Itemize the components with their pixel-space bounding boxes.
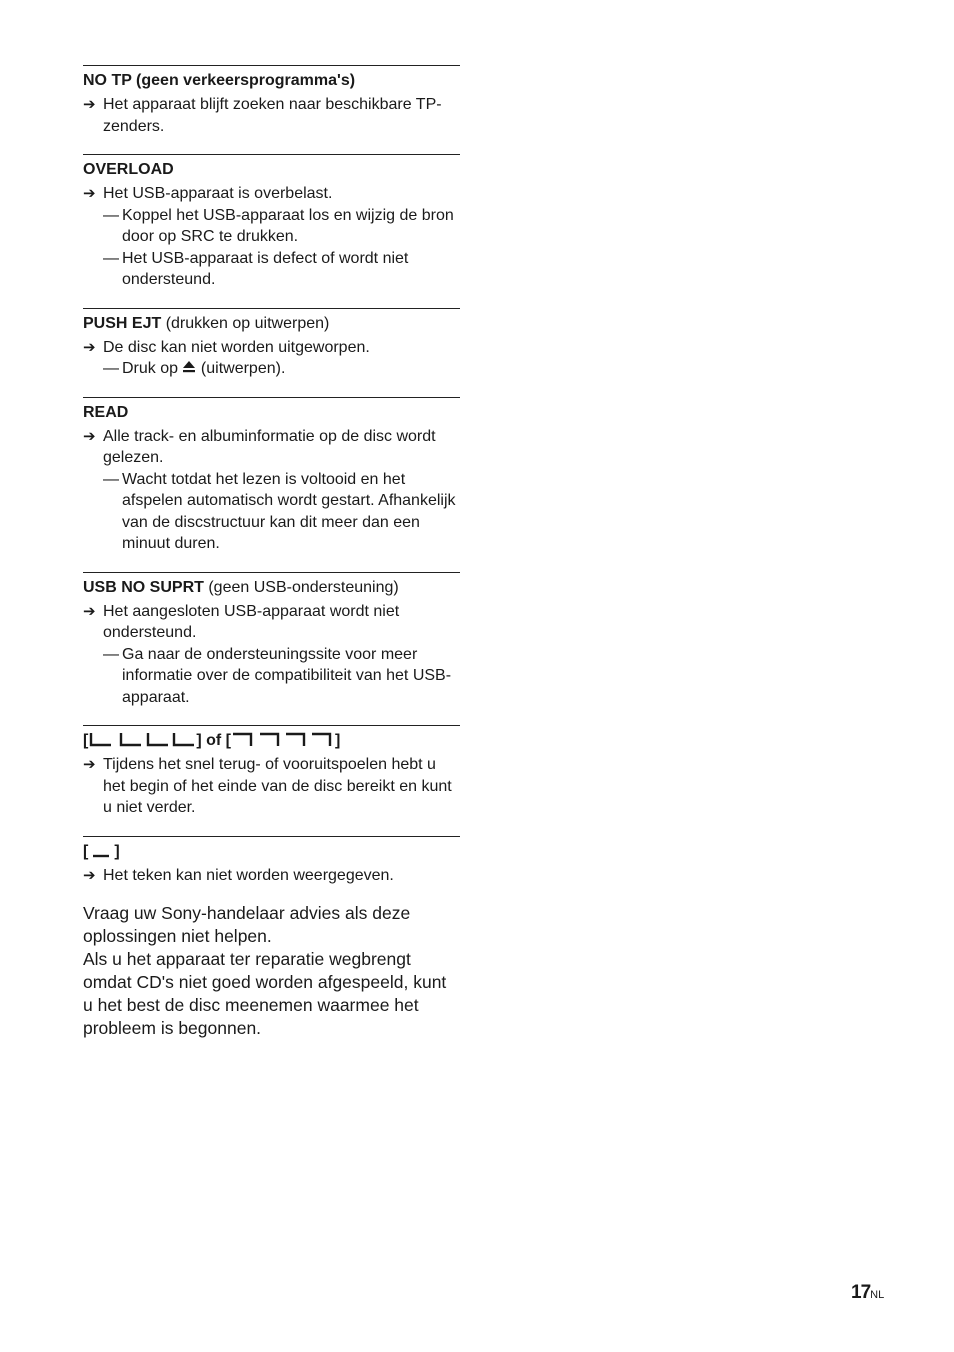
remedy-line — [83, 205, 460, 248]
remedy-text: Ga naar de ondersteuningssite voor meer informatie over de compatibiliteit van het USB-apparaat. — [122, 645, 452, 706]
remedy-line — [83, 469, 460, 555]
message-code: READ — [83, 403, 129, 421]
closing-advice — [83, 902, 460, 1040]
cause-line — [83, 426, 460, 469]
arrow-icon: ➔ — [83, 185, 96, 202]
cause-text: Het apparaat blijft zoeken naar beschikbare TP-zenders. — [103, 96, 442, 135]
cause-text: Tijdens het snel terug- of vooruitspoelen hebt u het begin of het einde van de disc bereikt en kunt u niet verder. — [103, 756, 452, 816]
message-description: (geen USB-ondersteuning) — [203, 578, 399, 596]
cause-line — [83, 94, 460, 137]
cause-text: Het aangesloten USB-apparaat wordt niet ondersteund. — [103, 602, 400, 641]
closing-paragraph: Vraag uw Sony-handelaar advies als deze oplossingen niet helpen. — [83, 903, 411, 946]
remedy-text-before: Druk op — [122, 360, 183, 377]
message-code — [83, 841, 460, 862]
bracket-open: [ — [83, 842, 89, 860]
cause-text: Alle track- en albuminformatie op de disc wordt gelezen. — [103, 427, 436, 466]
cause-line — [83, 865, 460, 887]
remedy-line — [83, 644, 460, 709]
eject-icon — [182, 360, 196, 373]
cause-text: Het teken kan niet worden weergegeven. — [103, 866, 394, 884]
glyph-separator: ] of [ — [196, 732, 231, 749]
arrow-icon: ➔ — [83, 866, 96, 884]
cause-line — [83, 337, 460, 359]
segment-bottom-left-icon — [88, 731, 196, 747]
troubleshooting-column — [83, 65, 460, 1040]
dash-icon: — — [103, 645, 119, 663]
cause-line — [83, 183, 460, 205]
dash-icon: — — [103, 249, 119, 267]
arrow-icon: ➔ — [83, 338, 96, 356]
message-entry-disc-limit — [83, 725, 460, 819]
message-code — [83, 730, 460, 751]
message-entry-overload — [83, 154, 460, 291]
cause-text: De disc kan niet worden uitgeworpen. — [103, 338, 370, 356]
message-description: (drukken op uitwerpen) — [161, 314, 330, 332]
page-language: NL — [870, 1289, 885, 1301]
message-code: PUSH EJT (drukken op uitwerpen) — [83, 314, 330, 332]
message-code: NO TP (geen verkeersprogramma's) — [83, 72, 356, 89]
message-entry-no-tp — [83, 65, 460, 137]
arrow-icon: ➔ — [83, 602, 96, 620]
bracket-close: ] — [334, 732, 341, 749]
remedy-text: Wacht totdat het lezen is voltooid en het afspelen automatisch wordt gestart. Afhankelijk van de discstructuur kan dit meer dan een minuut duren. — [122, 470, 456, 552]
segment-underscore-icon — [88, 842, 114, 858]
remedy-text: Koppel het USB-apparaat los en wijzig de bron door op SRC te drukken. — [122, 206, 454, 245]
cause-line — [83, 601, 460, 644]
arrow-icon: ➔ — [83, 96, 96, 113]
page-number-value: 17 — [851, 1282, 871, 1303]
dash-icon: — — [103, 360, 119, 377]
message-code: OVERLOAD — [83, 161, 174, 178]
cause-line — [83, 754, 460, 819]
bracket-open: [ — [83, 732, 89, 749]
message-entry-usb-no-suprt — [83, 572, 460, 709]
message-entry-unknown-char — [83, 836, 460, 887]
page-number — [851, 1282, 884, 1304]
remedy-text: Het USB-apparaat is defect of wordt niet ondersteund. — [122, 249, 409, 288]
message-code: USB NO SUPRT (geen USB-ondersteuning) — [83, 578, 399, 596]
cause-text: Het USB-apparaat is overbelast. — [103, 185, 333, 202]
message-entry-push-ejt — [83, 308, 460, 380]
segment-top-right-icon — [231, 731, 335, 747]
arrow-icon: ➔ — [83, 756, 96, 773]
remedy-line — [83, 358, 460, 380]
dash-icon: — — [103, 470, 119, 488]
remedy-text-after: (uitwerpen). — [196, 360, 286, 377]
message-entry-read — [83, 397, 460, 555]
closing-paragraph: Als u het apparaat ter reparatie wegbrengt omdat CD's niet goed worden afgespeeld, kunt u het best de disc meenemen waarmee het probleem is begonnen. — [83, 949, 447, 1038]
dash-icon: — — [103, 206, 119, 224]
bracket-close: ] — [114, 842, 120, 860]
arrow-icon: ➔ — [83, 427, 96, 445]
remedy-line — [83, 248, 460, 291]
